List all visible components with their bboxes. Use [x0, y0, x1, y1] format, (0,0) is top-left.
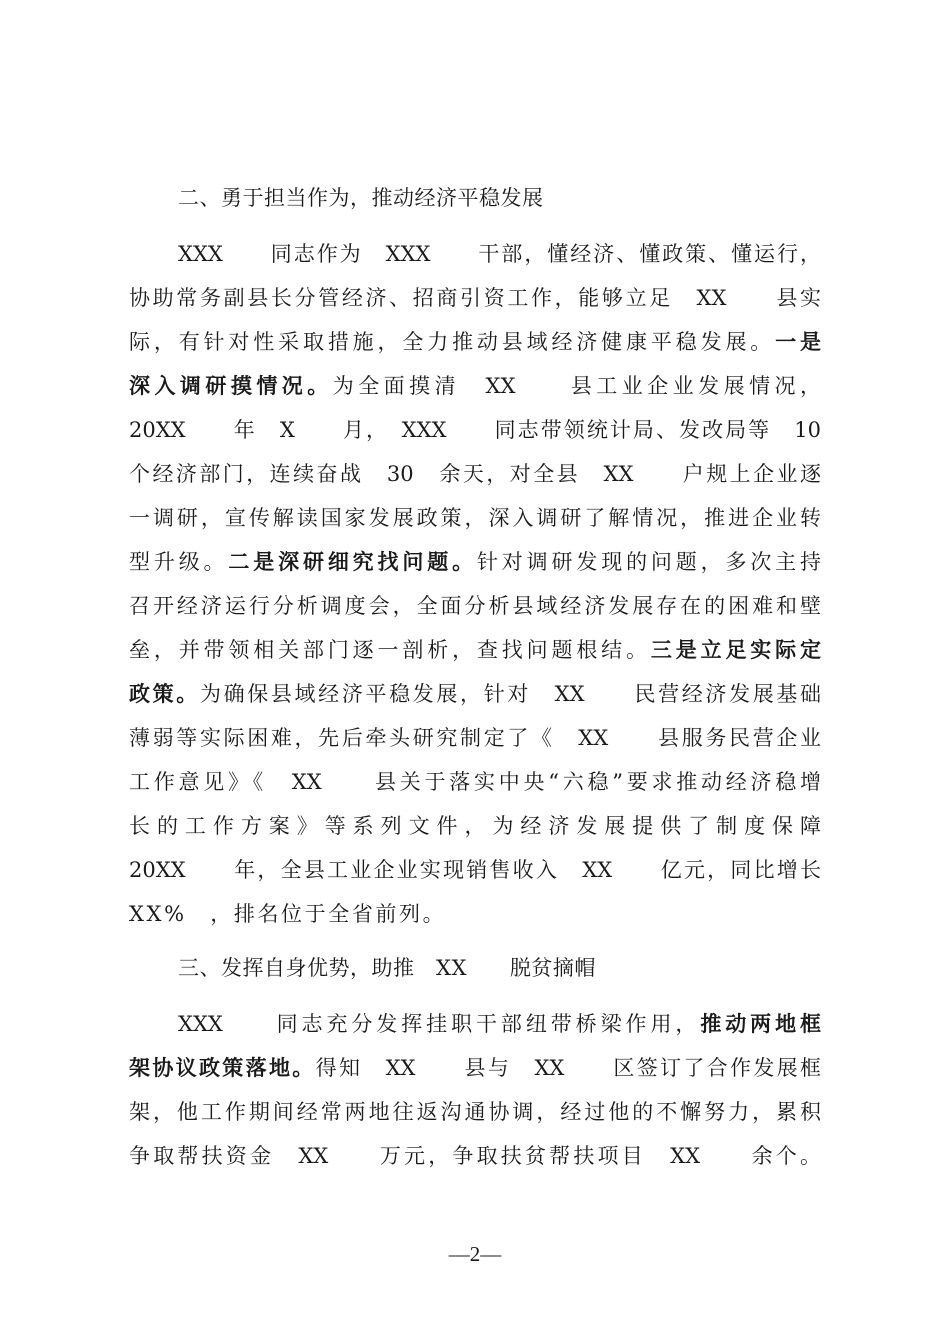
- paragraph-line: 协助常务副县长分管经济、招商引资工作，能够立足 XX 县实: [129, 286, 821, 310]
- paragraph-line: 长的工作方案》等系列文件，为经济发展提供了制度保障: [129, 814, 821, 838]
- paragraph-line: [129, 364, 821, 408]
- paragraph-line: [129, 1046, 821, 1090]
- text-run: 型升级。: [129, 550, 229, 574]
- paragraph-line: [129, 628, 821, 672]
- paragraph-line: 个经济部门，连续奋战 30 余天，对全县 XX 户规上企业逐: [129, 462, 821, 486]
- bold-lead-phrase: 三是立足实际定: [650, 637, 822, 662]
- paragraph-line: XXX 同志作为 XXX 干部，懂经济、懂政策、懂运行，: [178, 242, 821, 266]
- bold-lead-phrase: 深入调研摸情况。: [129, 373, 333, 398]
- bold-lead-phrase: 推动两地框: [700, 1011, 822, 1036]
- paragraph-line: [129, 672, 821, 716]
- paragraph-line: [178, 1002, 821, 1046]
- bold-lead-phrase: 一是: [775, 329, 822, 354]
- text-run: 针对调研发现的问题，多次主持: [476, 550, 822, 574]
- section-2-heading: 二、勇于担当作为，推动经济平稳发展: [178, 186, 544, 210]
- bold-lead-phrase: 二是深研细究找问题。: [228, 549, 477, 574]
- bold-lead-phrase: 政策。: [129, 681, 200, 706]
- paragraph-line: 一调研，宣传解读国家发展政策，深入调研了解情况，推进企业转: [129, 506, 821, 530]
- paragraph-line: 薄弱等实际困难，先后牵头研究制定了《 XX 县服务民营企业: [129, 726, 821, 750]
- paragraph-line: 争取帮扶资金 XX 万元，争取扶贫帮扶项目 XX 余个。: [129, 1144, 821, 1168]
- bold-lead-phrase: 架协议政策落地。: [129, 1055, 316, 1080]
- paragraph-line: 工作意见》《 XX 县关于落实中央“六稳”要求推动经济稳增: [129, 770, 821, 794]
- section-3-heading: 三、发挥自身优势，助推 XX 脱贫摘帽: [178, 956, 596, 980]
- text-run: XXX 同志充分发挥挂职干部纽带桥梁作用，: [178, 1012, 701, 1036]
- text-run: 际，有针对性采取措施，全力推动县域经济健康平稳发展。: [129, 330, 776, 354]
- text-run: 为确保县域经济平稳发展，针对 XX 民营经济发展基础: [199, 682, 822, 706]
- paragraph-line-last: XX% ，排名位于全省前列。: [129, 902, 447, 926]
- text-run: 为全面摸清 XX 县工业企业发展情况，: [332, 374, 822, 398]
- paragraph-line: 20XX 年 X 月， XXX 同志带领统计局、发改局等 10: [129, 418, 821, 442]
- paragraph-line: 20XX 年，全县工业企业实现销售收入 XX 亿元，同比增长: [129, 858, 821, 882]
- paragraph-line: [129, 320, 821, 364]
- page-number: —2—: [448, 1242, 502, 1266]
- text-run: 得知 XX 县与 XX 区签订了合作发展框: [315, 1056, 821, 1080]
- text-run: 垒，并带领相关部门逐一剖析，查找问题根结。: [129, 638, 651, 662]
- paragraph-line: [129, 540, 821, 584]
- paragraph-line: 召开经济运行分析调度会，全面分析县域经济发展存在的困难和壁: [129, 594, 821, 618]
- paragraph-line: 架，他工作期间经常两地往返沟通协调，经过他的不懈努力，累积: [129, 1100, 821, 1124]
